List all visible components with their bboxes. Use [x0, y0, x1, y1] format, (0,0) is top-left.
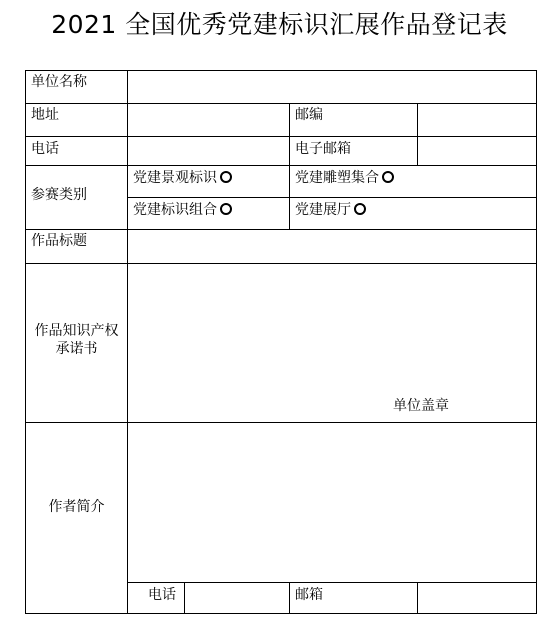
- work-title-field[interactable]: [128, 230, 536, 263]
- author-phone-label: 电话: [148, 587, 176, 603]
- ip-pledge-label-line: 承诺书: [55, 341, 98, 357]
- category-option-label: 党建雕塑集合: [295, 170, 379, 186]
- ip-pledge-label-line: 作品知识产权: [34, 323, 119, 339]
- form-title: 2021 全国优秀党建标识汇展作品登记表: [51, 10, 508, 39]
- category-option[interactable]: [295, 169, 394, 187]
- category-label: 参赛类别: [31, 187, 87, 203]
- author-middle-divider: [289, 582, 290, 613]
- postcode-field[interactable]: [418, 104, 536, 136]
- author-phone-field[interactable]: [185, 583, 289, 613]
- category-option-label: 党建景观标识: [133, 170, 217, 186]
- author-email-label: 邮箱: [295, 587, 323, 603]
- ip-pledge-area[interactable]: [128, 264, 536, 422]
- author-intro-area[interactable]: [128, 423, 536, 582]
- radio-button-icon[interactable]: [220, 171, 232, 183]
- table-border-bottom: [25, 613, 537, 614]
- author-email-field[interactable]: [418, 583, 536, 613]
- ip-pledge-label: [26, 322, 127, 358]
- email-field[interactable]: [418, 137, 536, 165]
- radio-button-icon[interactable]: [220, 203, 232, 215]
- category-option[interactable]: [133, 201, 232, 219]
- phone-field[interactable]: [128, 137, 289, 165]
- work-title-label: 作品标题: [31, 233, 87, 249]
- row-divider: [127, 197, 537, 198]
- address-label: 地址: [31, 107, 59, 123]
- seal-label: 单位盖章: [393, 398, 449, 414]
- radio-button-icon[interactable]: [354, 203, 366, 215]
- unit-name-label: 单位名称: [31, 74, 87, 90]
- middle-column-divider: [289, 103, 290, 229]
- phone-label: 电话: [31, 141, 59, 157]
- category-option[interactable]: [295, 201, 366, 219]
- table-border-right: [536, 70, 537, 614]
- unit-name-field[interactable]: [128, 71, 536, 103]
- category-option[interactable]: [133, 169, 232, 187]
- address-field[interactable]: [128, 104, 289, 136]
- author-intro-label: 作者简介: [48, 499, 105, 515]
- email-label: 电子邮箱: [295, 141, 351, 157]
- category-option-label: 党建展厅: [295, 202, 351, 218]
- category-option-label: 党建标识组合: [133, 202, 217, 218]
- row-divider: [25, 165, 537, 166]
- radio-button-icon[interactable]: [382, 171, 394, 183]
- postcode-label: 邮编: [295, 107, 323, 123]
